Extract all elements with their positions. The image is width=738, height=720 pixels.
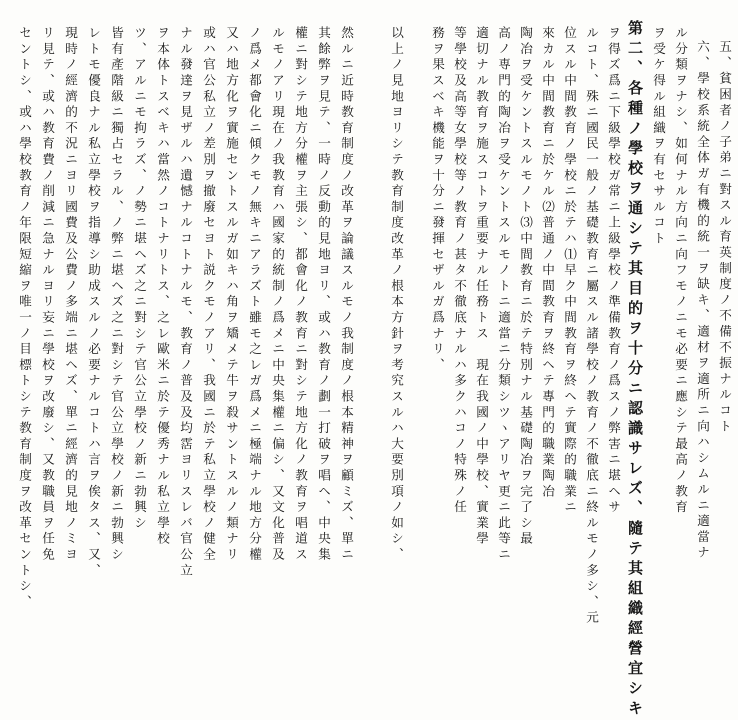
text-column: ナル發達ヲ見ザルハ遺憾ナルコトナルモ、教育ノ普及及均霑ヨリスレバ官公立 (178, 26, 193, 579)
text-column: 來カル中間教育ニ於ケル⑵普通ノ中間教育ヲ終ヘテ專門的職業陶冶 (540, 26, 555, 500)
text-column: 五、貧困者ノ子弟ニ對スル育英制度ノ不備不振ナルコト (717, 40, 732, 435)
text-column: 又ハ地方化ヲ實施セントスルガ如キハ角ヲ矯メテ牛ヲ殺サントスルノ類ナリ (224, 26, 239, 564)
text-column: ルコト、殊ニ國民一般ノ基礎教育ニ屬スル諸學校ノ教育ノ不徹底ニ終ルモノ多シ、元 (584, 26, 599, 627)
text-column: 等學校及高等女學校等ノ教育ノ甚タ不徹底ナルハ多クハコノ特殊ノ任 (452, 26, 467, 516)
section-heading-column: 第二、各種ノ學校ヲ通シテ其目的ヲ十分ニ認識サレズ、隨テ其組織經營宜シキ (626, 20, 644, 720)
text-column: 位スル中間教育ノ學校ニ於テハ⑴早ク中間教育ヲ終ヘテ實際的職業ニ (562, 26, 577, 516)
text-column: ルモノアリ現在ノ我教育ハ國家的統制ノ爲メニ中央集權ニ偏シ、又文化普及 (270, 26, 285, 564)
text-column: リ見テ、或ハ教育費ノ削減ニ急ナルヨリ妄ニ學校ヲ改廢シ、又教職員ヲ任免 (40, 26, 55, 564)
text-column: 陶冶ヲ受ケントスルモノト⑶中間教育ニ於テ特別ナル基礎陶冶ヲ完了シ最 (518, 26, 533, 548)
text-column: ル分類ヲナシ、如何ナル方向ニ向フモノニモ必要ニ應シテ最高ノ教育 (673, 26, 688, 516)
text-column: レトモ優良ナル私立學校ヲ指導シ助成スルノ必要ナルコトハ言ヲ俟タス、又、 (86, 26, 101, 579)
text-column: 高ノ専門的陶冶ヲ受ケントスルモノトニ適當ニ分類シツヽアリヤ更ニ此等ニ (496, 26, 511, 564)
text-column: 其餘弊ヲ見テ、一時ノ反動的見地ヨリ、或ハ教育ノ劃一打破ヲ唱ヘ、中央集 (316, 26, 331, 564)
text-column: 皆有產階級ニ獨占セラル、ノ弊ニ堪ヘズ之ニ對シテ官公立學校ノ新ニ勃興シ (109, 26, 124, 564)
text-column: ヲ本体トスベキハ當然ノコトナリトス、之レ歐米ニ於テ優秀ナル私立學校 (155, 26, 170, 548)
text-column: 現時ノ經濟的不況ニヨリ國費及公費ノ多端ニ堪ヘズ、單ニ經濟的見地ノミヨ (63, 26, 78, 564)
text-column: セントシ、或ハ學校教育ノ年限短縮ヲ唯一ノ目標トシテ教育制度ヲ改革セントシ、 (17, 26, 32, 611)
text-column: 適切ナル教育ヲ施スコトヲ重要ナル任務トス 現在我國ノ中學校、實業學 (474, 26, 489, 548)
text-column: 以上ノ見地ヨリシテ教育制度改革ノ根本方針ヲ考究スルハ大要別項ノ如シ、 (389, 26, 404, 564)
text-column: ツ、アルニモ拘ラズ、ノ勢ニ堪ヘズ之ニ對シテ官公立學校ノ新ニ勃興シ (132, 26, 147, 532)
text-column: 務ヲ果スベキ機能ヲ十分ニ發揮セザルガ爲ナリ、 (430, 26, 445, 374)
right-page (376, 6, 732, 720)
text-column: ヲ受ケ得ル組織ヲ有セサルコト (651, 26, 666, 248)
text-column: 六、學校系統全体ガ有機的統一ヲ缺キ、適材ヲ適所ニ向ハシムルニ適當ナ (695, 40, 710, 562)
left-page (4, 6, 358, 611)
text-column: 然ルニ近時教育制度ノ改革ヲ論議スルモノ我制度ノ根本精神ヲ顧ミズ、單ニ (339, 26, 354, 564)
text-column: ヲ得ズ爲ニ下級學校ガ常ニ上級學校ノ準備教育ノ爲スノ弊害ニ堪ヘサ (606, 26, 621, 516)
text-column: 或ハ官公私立ノ差別ヲ撤廢セヨト説クモノアリ、我國ニ於テ私立學校ノ健全 (201, 26, 216, 564)
text-column: ノ爲メ都會化ニ傾クモノ無キニアラズト雖モ之レガ爲メニ極端ナル地方分權 (247, 26, 262, 564)
page-gutter (362, 0, 372, 552)
text-column: 權ニ對シテ地方分權ヲ主張シ、都會化ノ教育ニ對シテ地方化ノ教育ヲ唱道ス (293, 26, 308, 564)
